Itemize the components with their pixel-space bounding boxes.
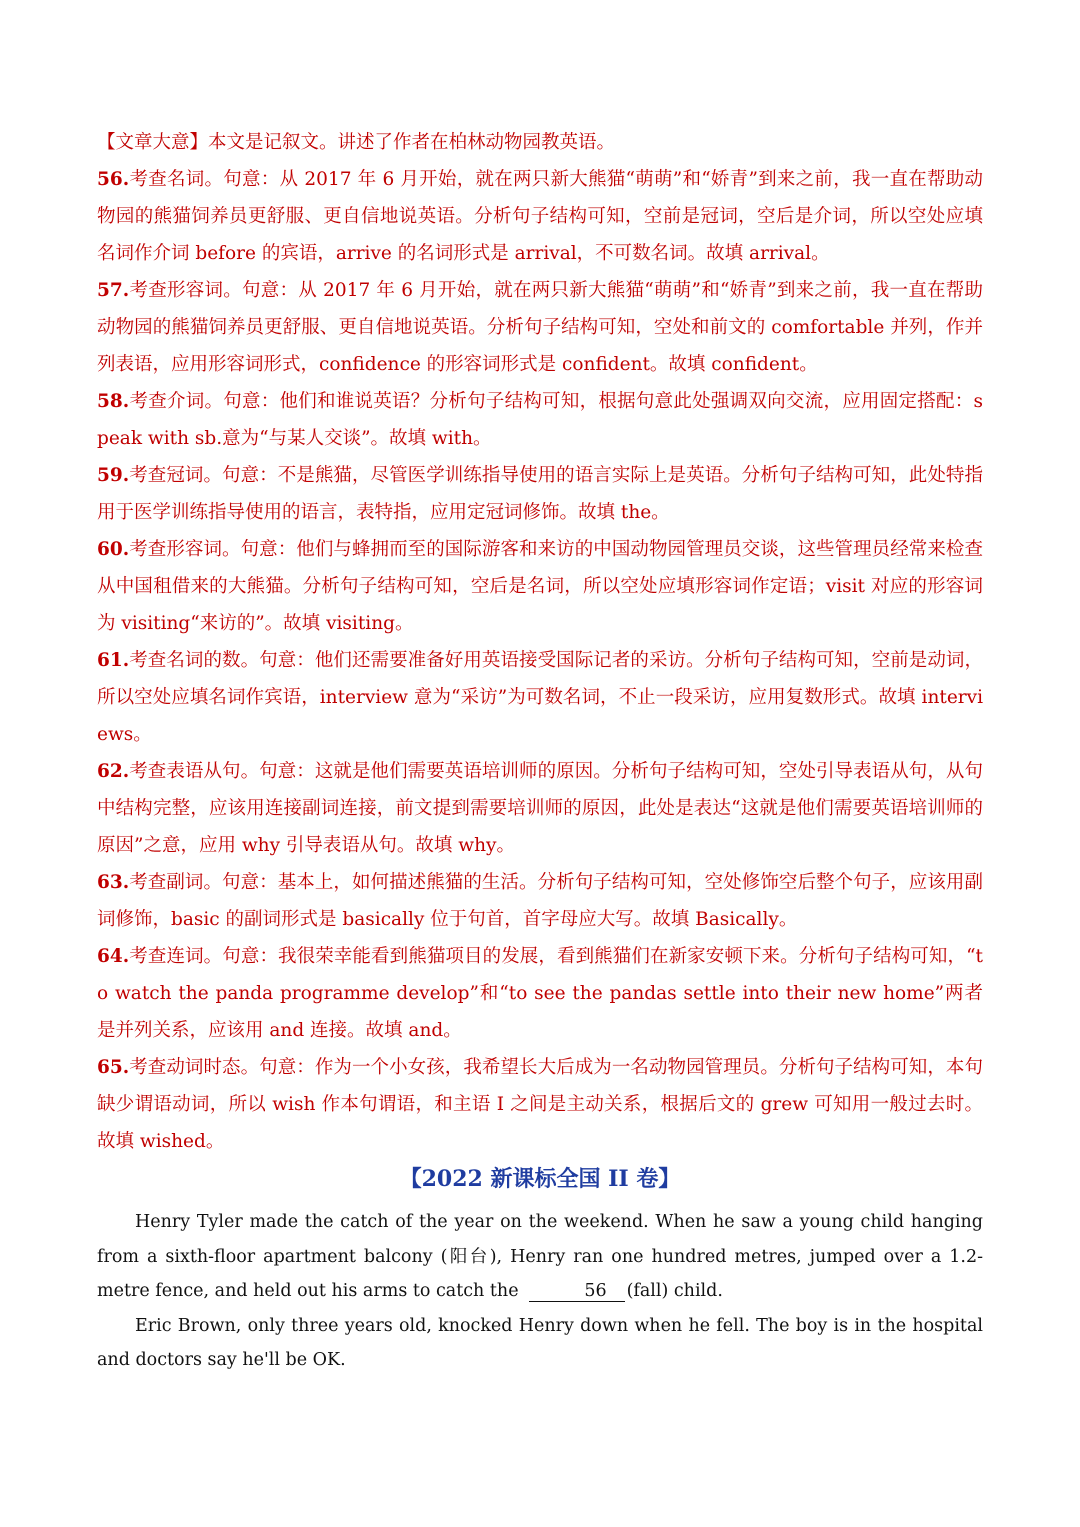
- item-number: 58.: [97, 391, 130, 412]
- item-number: 57.: [97, 280, 130, 301]
- item-text: 考查冠词。句意：不是熊猫，尽管医学训练指导使用的语言实际上是英语。分析句子结构可知，此处特指用于医学训练指导使用的语言，表特指，应用定冠词修饰。故填 the。: [97, 465, 983, 523]
- item-number: 59.: [97, 465, 130, 486]
- item-text: 考查连词。句意：我很荣幸能看到熊猫项目的发展，看到熊猫们在新家安顿下来。分析句子结构可知，“to watch the panda programme develop”和“to see the pandas settle into their new home”两者是并列关系，应该用 and 连接。故填 and。: [97, 946, 983, 1041]
- passage-paragraph-2: Eric Brown, only three years old, knocked Henry down when he fell. The boy is in the hospital and doctors say he'll be OK.: [97, 1315, 983, 1370]
- paragraph-text: Henry Tyler made the catch of the year on the weekend. When he saw a young child hanging from a sixth-floor apartment balcony (阳台), Henry ran one hundred metres, jumped over a 1.2-metre fence, and held out his arms to catch the: [97, 1212, 983, 1301]
- analysis-item-59: [97, 457, 983, 531]
- reading-passage: [97, 1205, 983, 1378]
- analysis-item-57: [97, 272, 983, 383]
- analysis-item-64: [97, 938, 983, 1049]
- analysis-item-63: [97, 864, 983, 938]
- answer-blank-56: 56: [529, 1281, 625, 1302]
- paragraph-text: (fall) child.: [626, 1281, 723, 1301]
- item-number: 60.: [97, 539, 130, 560]
- analysis-item-56: [97, 161, 983, 272]
- article-summary: 【文章大意】本文是记叙文。讲述了作者在柏林动物园教英语。: [97, 132, 616, 153]
- item-text: 考查形容词。句意：从 2017 年 6 月开始，就在两只新大熊猫“萌萌”和“娇青”到来之前，我一直在帮助动物园的熊猫饲养员更舒服、更自信地说英语。分析句子结构可知，空处和前文的 comfortable 并列，作并列表语，应用形容词形式，confidence 的形容词形式是 confident。故填 confident。: [97, 280, 983, 375]
- item-text: 考查介词。句意：他们和谁说英语？分析句子结构可知，根据句意此处强调双向交流，应用固定搭配：speak with sb.意为“与某人交谈”。故填 with。: [97, 391, 983, 449]
- item-text: 考查副词。句意：基本上，如何描述熊猫的生活。分析句子结构可知，空处修饰空后整个句子，应该用副词修饰，basic 的副词形式是 basically 位于句首，首字母应大写。故填 Basically。: [97, 872, 983, 930]
- item-text: 考查名词的数。句意：他们还需要准备好用英语接受国际记者的采访。分析句子结构可知，空前是动词，所以空处应填名词作宾语，interview 意为“采访”为可数名词，不止一段采访，应用复数形式。故填 interviews。: [97, 650, 983, 745]
- item-text: 考查名词。句意：从 2017 年 6 月开始，就在两只新大熊猫“萌萌”和“娇青”到来之前，我一直在帮助动物园的熊猫饲养员更舒服、更自信地说英语。分析句子结构可知，空前是冠词，空后是介词，所以空处应填名词作介词 before 的宾语，arrive 的名词形式是 arrival，不可数名词。故填 arrival。: [97, 169, 983, 264]
- item-number: 56.: [97, 169, 130, 190]
- analysis-item-65: [97, 1049, 983, 1160]
- passage-paragraph-1: [97, 1205, 983, 1309]
- analysis-item-58: [97, 383, 983, 457]
- analysis-item-61: [97, 642, 983, 753]
- item-number: 64.: [97, 946, 130, 967]
- item-number: 65.: [97, 1057, 130, 1078]
- item-number: 62.: [97, 761, 130, 782]
- item-number: 61.: [97, 650, 130, 671]
- item-text: 考查动词时态。句意：作为一个小女孩，我希望长大后成为一名动物园管理员。分析句子结构可知，本句缺少谓语动词，所以 wish 作本句谓语，和主语 I 之间是主动关系，根据后文的 grew 可知用一般过去时。故填 wished。: [97, 1057, 983, 1152]
- section-title: 【2022 新课标全国 II 卷】: [399, 1166, 681, 1192]
- item-text: 考查表语从句。句意：这就是他们需要英语培训师的原因。分析句子结构可知，空处引导表语从句，从句中结构完整，应该用连接副词连接，前文提到需要培训师的原因，此处是表达“这就是他们需要英语培训师的原因”之意，应用 why 引导表语从句。故填 why。: [97, 761, 983, 856]
- analysis-item-62: [97, 753, 983, 864]
- item-text: 考查形容词。句意：他们与蜂拥而至的国际游客和来访的中国动物园管理员交谈，这些管理员经常来检查从中国租借来的大熊猫。分析句子结构可知，空后是名词，所以空处应填形容词作定语；visit 对应的形容词为 visiting“来访的”。故填 visiting。: [97, 539, 983, 634]
- analysis-item-60: [97, 531, 983, 642]
- answer-analysis: [97, 124, 983, 1160]
- item-number: 63.: [97, 872, 130, 893]
